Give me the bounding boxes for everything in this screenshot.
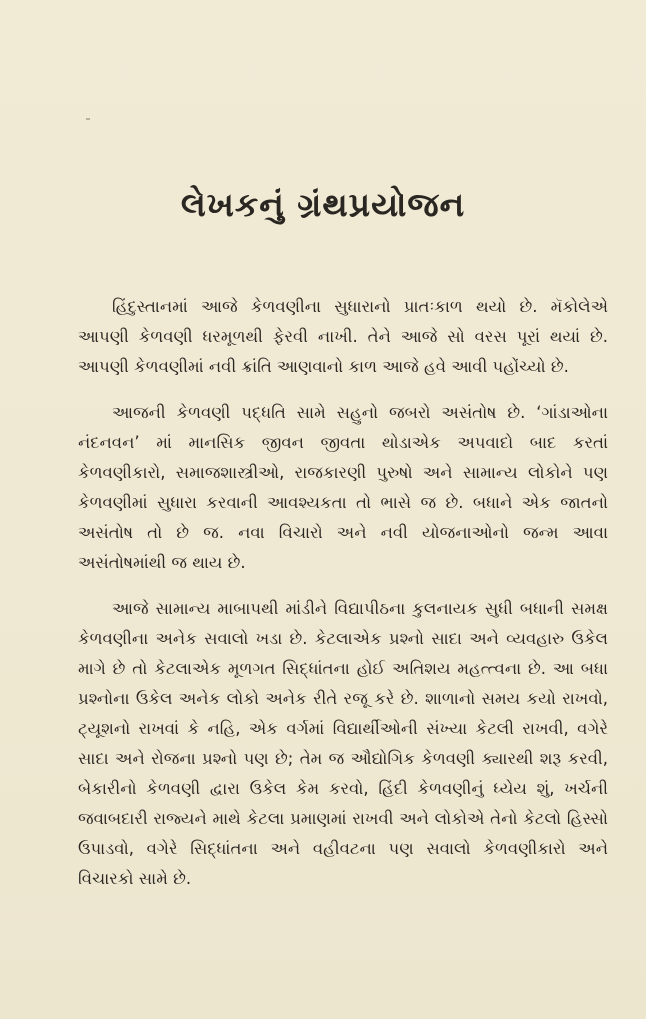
chapter-title: લેખકનું ગ્રંથપ્રયોજન [180, 185, 466, 224]
body-text [78, 292, 608, 910]
page-mark [86, 118, 90, 120]
paragraph-2: આજની કેળવણી પદ્ધતિ સામે સહુનો જબરો અસંતોષ છે. ‘ગાંડાઓના નંદનવન’ માં માનસિક જીવન જીવતા થોડાએક અપવાદો બાદ કરતાં કેળવણીકારો, સમાજશાસ્ત્રીઓ, રાજકારણી પુરુષો અને સામાન્ય લોકોને પણ કેળવણીમાં સુધારા કરવાની આવશ્યકતા તો ભાસે જ છે. બધાને એક જાતનો અસંતોષ તો છે જ. નવા વિચારો અને નવી યોજનાઓનો જન્મ આવા અસંતોષમાંથી જ થાય છે. [78, 403, 608, 572]
paragraph-1: હિંદુસ્તાનમાં આજે કેળવણીના સુધારાનો પ્રાતઃકાળ થયો છે. મૅકોલેએ આપણી કેળવણી ધરમૂળથી ફેરવી નાખી. તેને આજે સો વરસ પૂરાં થયાં છે. આપણી કેળવણીમાં નવી ક્રાંતિ આણવાનો કાળ આજે હવે આવી પહોંચ્યો છે. [78, 297, 608, 376]
paragraph-3: આજે સામાન્ય માબાપથી માંડીને વિદ્યાપીઠના કુલનાયક સુધી બધાની સમક્ષ કેળવણીના અનેક સવાલો ખડા છે. કેટલાએક પ્રશ્નો સાદા અને વ્યવહારુ ઉકેલ માગે છે તો કેટલાએક મૂળગત સિદ્ધાંતના હોઈ અતિશય મહત્ત્વના છે. આ બધા પ્રશ્નોના ઉકેલ અનેક લોકો અનેક રીતે રજૂ કરે છે. શાળાનો સમય કયો રાખવો, ટ્યૂશનો રાખવાં કે નહિ, એક વર્ગમાં વિદ્યાર્થીઓની સંખ્યા કેટલી રાખવી, વગેરે સાદા અને રોજના પ્રશ્નો પણ છે; તેમ જ ઔદ્યોગિક કેળવણી ક્યારથી શરૂ કરવી, બેકારીનો કેળવણી દ્વારા ઉકેલ કેમ કરવો, હિંદી કેળવણીનું ધ્યેય શું, ખર્ચની જવાબદારી રાજ્યને માથે કેટલા પ્રમાણમાં રાખવી અને લોકોએ તેનો કેટલો હિસ્સો ઉપાડવો, વગેરે સિદ્ધાંતના અને વહીવટના પણ સવાલો કેળવણીકારો અને વિચારકો સામે છે. [78, 599, 608, 888]
